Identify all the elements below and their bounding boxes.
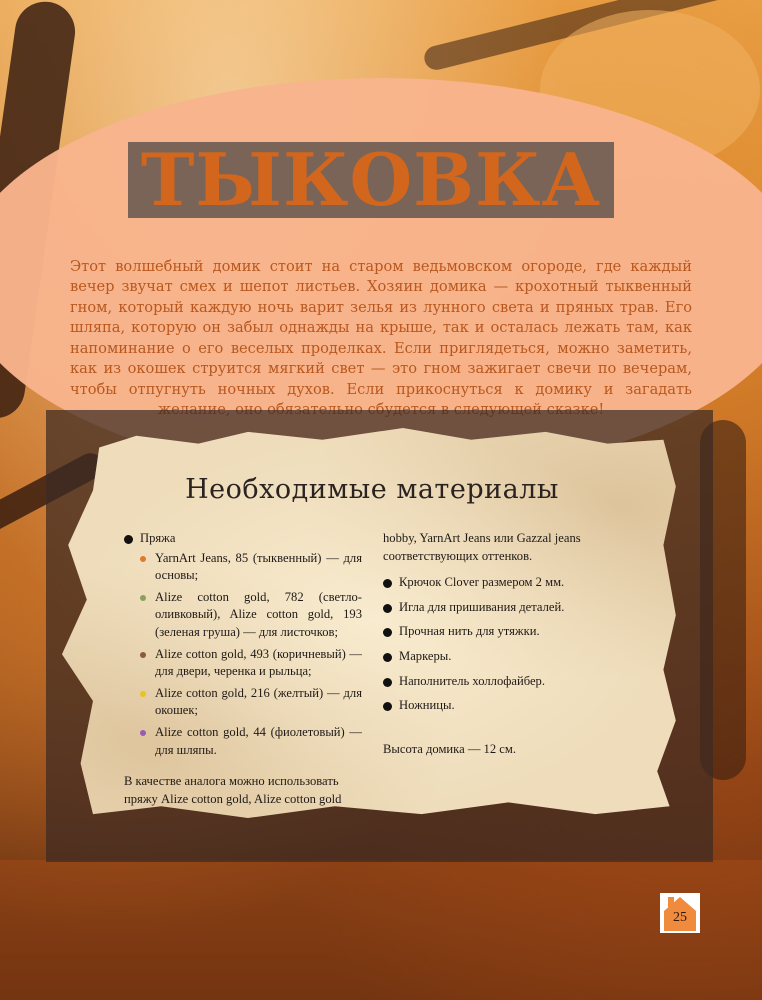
page-number: 25 [673, 910, 687, 925]
color-dot-icon [140, 556, 146, 562]
analog-note-part2: hobby, YarnArt Jeans или Gazzal jeans соответствующих оттенков. [383, 531, 581, 563]
materials-right-column [383, 530, 633, 758]
page-title: ТЫКОВКА [140, 137, 602, 222]
color-dot-icon [140, 595, 146, 601]
tool-item: Ножницы. [383, 697, 633, 715]
yarn-heading: Пряжа [124, 530, 362, 548]
yarn-item: Alize cotton gold, 216 (желтый) — для окошек; [124, 685, 362, 720]
analog-note-part1: В качестве аналога можно использовать пряжу Alize cotton gold, Alize cotton gold [124, 774, 342, 806]
yarn-item: Alize cotton gold, 44 (фиолетовый) — для шляпы. [124, 724, 362, 759]
bullet-icon [383, 702, 392, 711]
color-dot-icon [140, 691, 146, 697]
bullet-icon [383, 678, 392, 687]
bullet-icon [124, 535, 133, 544]
yarn-item: Alize cotton gold, 493 (коричневый) — для двери, черенка и рыльца; [124, 646, 362, 681]
color-dot-icon [140, 652, 146, 658]
materials-left-column [124, 530, 362, 808]
materials-heading: Необходимые материалы [185, 474, 559, 505]
tool-item: Наполнитель холлофайбер. [383, 673, 633, 691]
tool-item: Маркеры. [383, 648, 633, 666]
tool-item: Прочная нить для утяжки. [383, 623, 633, 641]
house-height: Высота домика — 12 см. [383, 741, 517, 756]
bullet-icon [383, 653, 392, 662]
tool-item: Игла для пришивания деталей. [383, 599, 633, 617]
intro-paragraph: Этот волшебный домик стоит на старом ведьмовском огороде, где каждый вечер звучат смех и шепот листьев. Хозяин домика — крохотный тыквенный гном, который каждую ночь варит зелья из лунного света и пряных трав. Его шляпа, которую он забыл однажды на крыше, так и осталась лежать там, как напоминание о его веселых проделках. Если приглядеться, можно заметить, как из окошек струится мягкий свет — это гном зажигает свечи по вечерам, чтобы отпугнуть ночных духов. Если прикоснуться к домику и загадать [70, 257, 692, 398]
ground-leaves [0, 860, 762, 1000]
yarn-item: Alize cotton gold, 782 (светло-оливковый), Alize cotton gold, 193 (зеленая груша) — для листочков; [124, 589, 362, 642]
bullet-icon [383, 628, 392, 637]
yarn-item: YarnArt Jeans, 85 (тыквенный) — для основы; [124, 550, 362, 585]
color-dot-icon [140, 730, 146, 736]
bullet-icon [383, 579, 392, 588]
bullet-icon [383, 604, 392, 613]
tool-item: Крючок Clover размером 2 мм. [383, 574, 633, 592]
